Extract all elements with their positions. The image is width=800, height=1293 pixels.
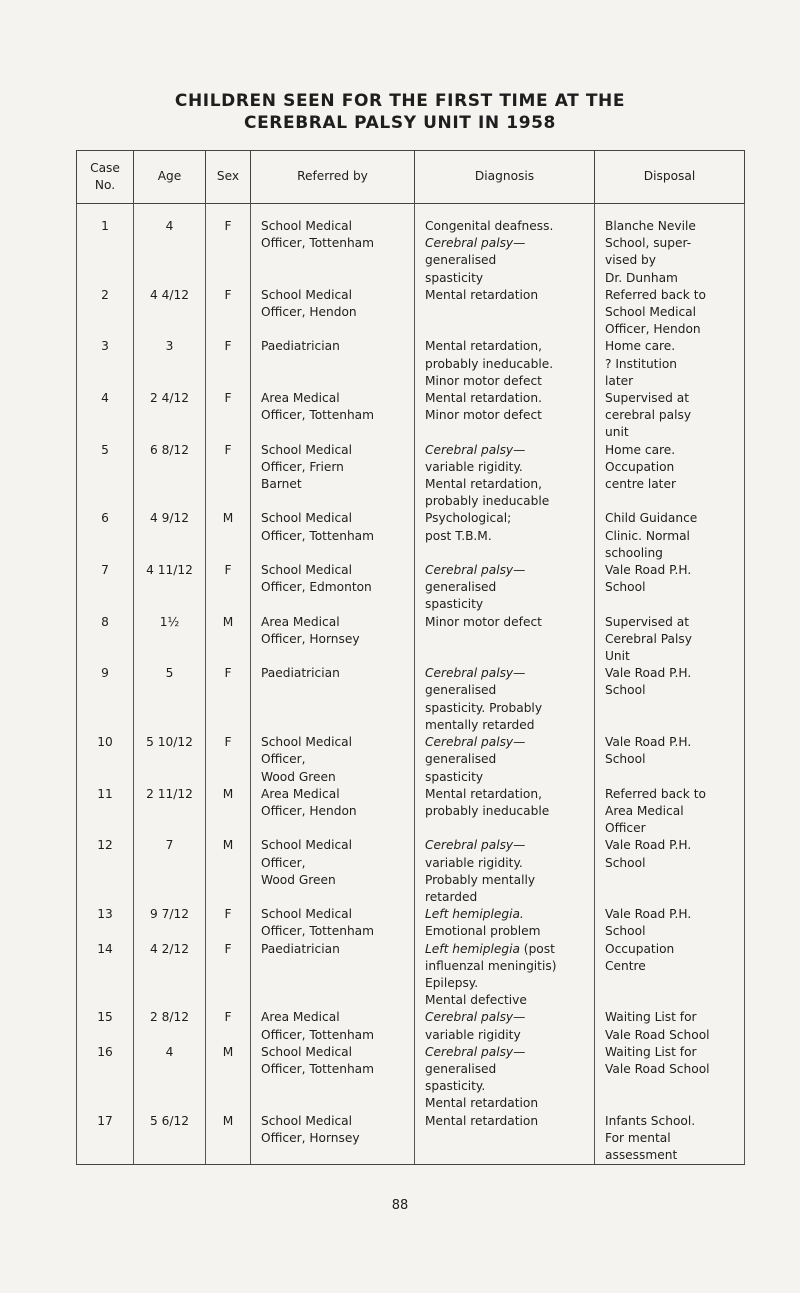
title-line-2: CEREBRAL PALSY UNIT IN 1958 [244, 113, 556, 133]
table-row [77, 510, 745, 562]
header-age: Age [134, 151, 206, 204]
disposal-cell: Vale Road P.H. School [595, 906, 745, 940]
case-no-cell: 11 [77, 786, 134, 838]
table-row [77, 665, 745, 734]
case-no-cell: 16 [77, 1044, 134, 1113]
disposal-cell: Vale Road P.H. School [595, 734, 745, 786]
diagnosis-cell: Mental retardation [415, 287, 595, 339]
referred-by-cell: School Medical Officer, Hendon [251, 287, 415, 339]
referred-by-cell: Area Medical Officer, Tottenham [251, 1009, 415, 1043]
case-no-cell: 5 [77, 442, 134, 511]
disposal-cell: Vale Road P.H. School [595, 562, 745, 614]
header-referred-by: Referred by [251, 151, 415, 204]
table-row [77, 442, 745, 511]
sex-cell: M [206, 837, 251, 906]
age-cell: 5 [134, 665, 206, 734]
age-cell: 3 [134, 338, 206, 390]
sex-cell: F [206, 218, 251, 287]
age-cell: 5 6/12 [134, 1113, 206, 1165]
spacer-row [77, 204, 745, 219]
referred-by-cell: School Medical Officer, Friern Barnet [251, 442, 415, 511]
diagnosis-cell: Left hemiplegia (post influenzal meningitis) Epilepsy. Mental defective [415, 941, 595, 1010]
sex-cell: F [206, 665, 251, 734]
sex-cell: F [206, 287, 251, 339]
case-no-cell: 2 [77, 287, 134, 339]
header-row [77, 151, 745, 204]
disposal-cell: Waiting List for Vale Road School [595, 1009, 745, 1043]
age-cell: 2 11/12 [134, 786, 206, 838]
case-no-cell: 10 [77, 734, 134, 786]
header-case-no: Case No. [77, 151, 134, 204]
table-row [77, 562, 745, 614]
table-row [77, 734, 745, 786]
case-no-cell: 1 [77, 218, 134, 287]
page-title [0, 90, 800, 134]
table-row [77, 614, 745, 666]
sex-cell: M [206, 510, 251, 562]
table-row [77, 906, 745, 940]
case-no-cell: 13 [77, 906, 134, 940]
diagnosis-cell: Cerebral palsy— variable rigidity [415, 1009, 595, 1043]
age-cell: 4 2/12 [134, 941, 206, 1010]
diagnosis-cell: Mental retardation, probably ineducable [415, 786, 595, 838]
header-disposal: Disposal [595, 151, 745, 204]
table-body [77, 204, 745, 1165]
sex-cell: F [206, 906, 251, 940]
case-no-cell: 3 [77, 338, 134, 390]
referred-by-cell: Area Medical Officer, Hendon [251, 786, 415, 838]
age-cell: 2 8/12 [134, 1009, 206, 1043]
referred-by-cell: Area Medical Officer, Hornsey [251, 614, 415, 666]
diagnosis-cell: Minor motor defect [415, 614, 595, 666]
table-row [77, 1113, 745, 1165]
case-no-cell: 12 [77, 837, 134, 906]
disposal-cell: Occupation Centre [595, 941, 745, 1010]
diagnosis-cell: Cerebral palsy— generalised spasticity [415, 562, 595, 614]
disposal-cell: Blanche Nevile School, super- vised by Dr. Dunham [595, 218, 745, 287]
sex-cell: F [206, 338, 251, 390]
diagnosis-cell: Cerebral palsy— generalised spasticity. Mental retardation [415, 1044, 595, 1113]
age-cell: 4 9/12 [134, 510, 206, 562]
age-cell: 2 4/12 [134, 390, 206, 442]
table-row [77, 338, 745, 390]
diagnosis-cell: Mental retardation. Minor motor defect [415, 390, 595, 442]
case-no-cell: 14 [77, 941, 134, 1010]
age-cell: 4 4/12 [134, 287, 206, 339]
disposal-cell: Supervised at Cerebral Palsy Unit [595, 614, 745, 666]
age-cell: 4 [134, 1044, 206, 1113]
case-no-cell: 7 [77, 562, 134, 614]
table-row [77, 287, 745, 339]
disposal-cell: Referred back to Area Medical Officer [595, 786, 745, 838]
disposal-cell: Infants School. For mental assessment [595, 1113, 745, 1165]
diagnosis-cell: Cerebral palsy— variable rigidity. Probably mentally retarded [415, 837, 595, 906]
case-no-cell: 9 [77, 665, 134, 734]
table-row [77, 1044, 745, 1113]
diagnosis-cell: Mental retardation, probably ineducable. Minor motor defect [415, 338, 595, 390]
referred-by-cell: School Medical Officer, Tottenham [251, 510, 415, 562]
table-row [77, 390, 745, 442]
sex-cell: M [206, 1113, 251, 1165]
disposal-cell: Vale Road P.H. School [595, 837, 745, 906]
sex-cell: F [206, 734, 251, 786]
disposal-cell: Supervised at cerebral palsy unit [595, 390, 745, 442]
disposal-cell: Home care. ? Institution later [595, 338, 745, 390]
diagnosis-cell: Cerebral palsy— generalised spasticity. Probably mentally retarded [415, 665, 595, 734]
diagnosis-cell: Psychological; post T.B.M. [415, 510, 595, 562]
referred-by-cell: School Medical Officer, Hornsey [251, 1113, 415, 1165]
table-row [77, 837, 745, 906]
table-row [77, 786, 745, 838]
age-cell: 6 8/12 [134, 442, 206, 511]
referred-by-cell: Paediatrician [251, 338, 415, 390]
sex-cell: F [206, 390, 251, 442]
age-cell: 1½ [134, 614, 206, 666]
referred-by-cell: School Medical Officer, Tottenham [251, 1044, 415, 1113]
referred-by-cell: Paediatrician [251, 941, 415, 1010]
sex-cell: M [206, 786, 251, 838]
sex-cell: M [206, 614, 251, 666]
disposal-cell: Referred back to School Medical Officer, Hendon [595, 287, 745, 339]
age-cell: 4 11/12 [134, 562, 206, 614]
referred-by-cell: School Medical Officer, Tottenham [251, 906, 415, 940]
case-no-cell: 6 [77, 510, 134, 562]
referred-by-cell: School Medical Officer, Wood Green [251, 837, 415, 906]
table-row [77, 218, 745, 287]
case-no-cell: 15 [77, 1009, 134, 1043]
title-line-1: CHILDREN SEEN FOR THE FIRST TIME AT THE [174, 91, 626, 111]
case-no-cell: 4 [77, 390, 134, 442]
disposal-cell: Vale Road P.H. School [595, 665, 745, 734]
case-no-cell: 8 [77, 614, 134, 666]
disposal-cell: Home care. Occupation centre later [595, 442, 745, 511]
referred-by-cell: School Medical Officer, Edmonton [251, 562, 415, 614]
cases-table [76, 150, 745, 1165]
diagnosis-cell: Left hemiplegia. Emotional problem [415, 906, 595, 940]
diagnosis-cell: Cerebral palsy— variable rigidity. Mental retardation, probably ineducable [415, 442, 595, 511]
referred-by-cell: School Medical Officer, Tottenham [251, 218, 415, 287]
table-row [77, 941, 745, 1010]
sex-cell: M [206, 1044, 251, 1113]
disposal-cell: Child Guidance Clinic. Normal schooling [595, 510, 745, 562]
page-number: 88 [391, 1198, 409, 1213]
age-cell: 4 [134, 218, 206, 287]
sex-cell: F [206, 1009, 251, 1043]
referred-by-cell: Area Medical Officer, Tottenham [251, 390, 415, 442]
case-no-cell: 17 [77, 1113, 134, 1165]
header-diagnosis: Diagnosis [415, 151, 595, 204]
age-cell: 9 7/12 [134, 906, 206, 940]
sex-cell: F [206, 442, 251, 511]
age-cell: 7 [134, 837, 206, 906]
age-cell: 5 10/12 [134, 734, 206, 786]
sex-cell: F [206, 941, 251, 1010]
diagnosis-cell: Cerebral palsy— generalised spasticity [415, 734, 595, 786]
disposal-cell: Waiting List for Vale Road School [595, 1044, 745, 1113]
referred-by-cell: Paediatrician [251, 665, 415, 734]
diagnosis-cell: Mental retardation [415, 1113, 595, 1165]
table-row [77, 1009, 745, 1043]
sex-cell: F [206, 562, 251, 614]
header-sex: Sex [206, 151, 251, 204]
referred-by-cell: School Medical Officer, Wood Green [251, 734, 415, 786]
diagnosis-cell: Congenital deafness. Cerebral palsy— generalised spasticity [415, 218, 595, 287]
